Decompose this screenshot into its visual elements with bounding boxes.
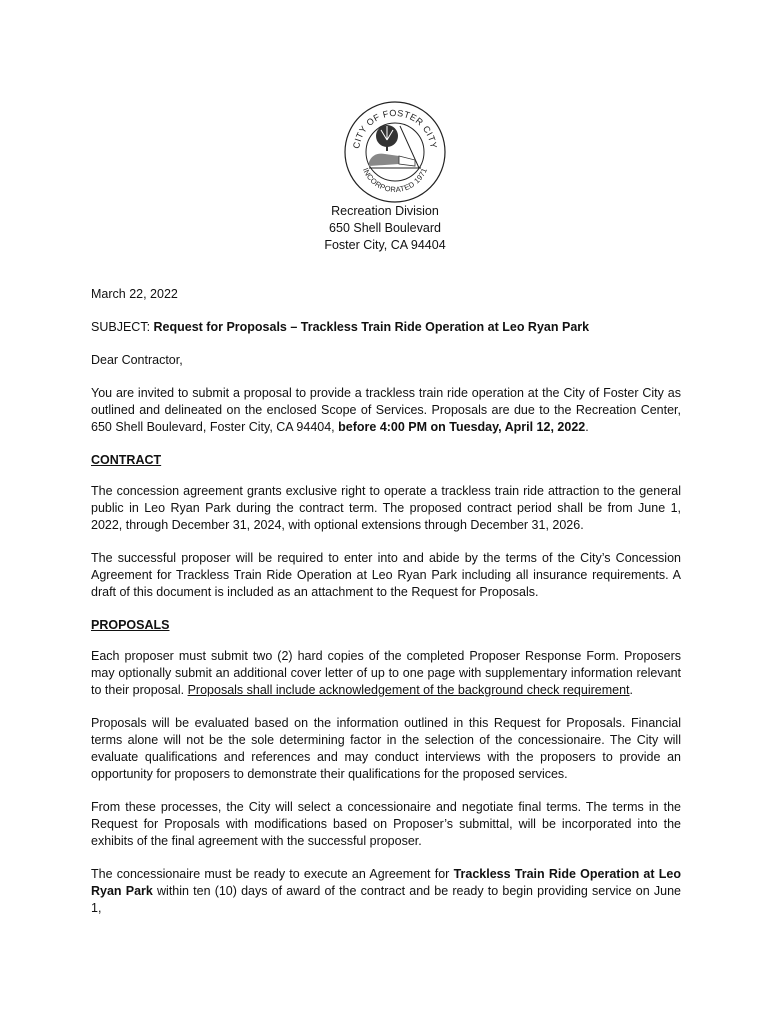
proposals-p4-start: The concessionaire must be ready to execute an Agreement for [91,867,454,881]
sender-address [0,203,770,254]
address-line-3: Foster City, CA 94404 [324,238,446,252]
contract-heading: CONTRACT [91,453,162,467]
subject-text: Request for Proposals – Trackless Train Ride Operation at Leo Ryan Park [153,320,590,334]
proposals-paragraph-3: From these processes, the City will select a concessionaire and negotiate final terms. The terms in the Request for Proposals with modifications based on Proposer’s submittal, will be incorporated into the exhibits of the final agreement with the successful proposer. [91,800,681,848]
proposals-p4-end: within ten (10) days of award of the contract and be ready to begin providing service on June 1, [91,884,681,915]
proposals-paragraph-1 [91,648,681,699]
intro-paragraph [91,385,681,436]
intro-deadline: before 4:00 PM on Tuesday, April 12, 2022 [338,420,586,434]
subject-line [91,319,681,336]
salutation: Dear Contractor, [91,353,183,367]
intro-text: You are invited to submit a proposal to provide a trackless train ride operation at the City of Foster City as outlined and delineated on the enclosed Scope of Services. Proposals are due to the Recreation Center, 650 Shell Boulevard, Foster City, CA 94404, [91,386,681,434]
proposals-p1-text: Each proposer must submit two (2) hard copies of the completed Proposer Response Form. Proposers may optionally submit an additional cover letter of up to one page with supplementary information relevant to their proposal. [91,649,681,697]
proposals-p1-underline: Proposals shall include acknowledgement of the background check requirement [187,683,630,697]
address-line-2: 650 Shell Boulevard [329,221,441,235]
intro-end: . [585,420,589,434]
address-line-1: Recreation Division [331,204,439,218]
letter-date: March 22, 2022 [91,287,178,301]
proposals-p1-end: . [629,683,634,697]
contract-paragraph-2: The successful proposer will be required to enter into and abide by the terms of the City’s Concession Agreement for Trackless Train Ride Operation at Leo Ryan Park including all insurance requirements. A draft of this document is included as an attachment to the Request for Proposals. [91,551,681,599]
subject-label: SUBJECT: [91,320,154,334]
proposals-p4-bold: Trackless Train Ride Operation at Leo Ryan Park [91,867,681,898]
contract-paragraph-1: The concession agreement grants exclusive right to operate a trackless train ride attraction to the general public in Leo Ryan Park during the contract term. The proposed contract period shall be from June 1, 2022, through December 31, 2024, with optional extensions through December 31, 2026. [91,484,681,532]
proposals-paragraph-4 [91,866,681,917]
svg-text:CITY OF FOSTER CITY: CITY OF FOSTER CITY [351,107,439,150]
proposals-heading: PROPOSALS [91,618,170,632]
proposals-paragraph-2: Proposals will be evaluated based on the information outlined in this Request for Proposals. Financial terms alone will not be the sole determining factor in the selection of the concessionaire. The City will evaluate qualifications and references and may conduct interviews with the proposers to provide an opportunity for proposers to demonstrate their qualifications for the proposed services. [91,716,681,781]
letter-body [91,286,681,933]
svg-text:INCORPORATED 1971: INCORPORATED 1971 [361,166,430,195]
city-seal-logo [343,100,447,204]
